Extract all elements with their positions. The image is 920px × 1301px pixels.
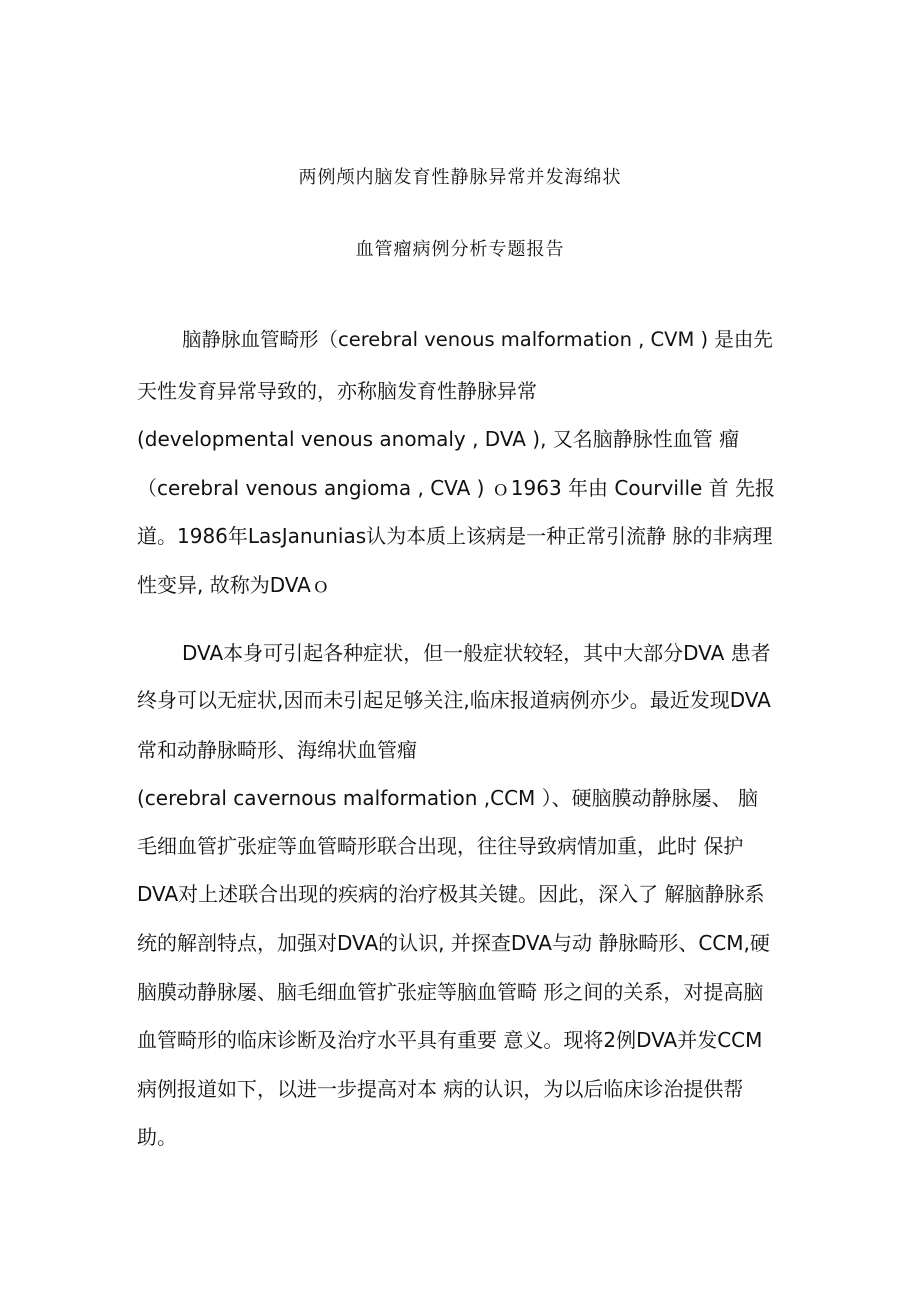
paragraph-2-line: DVA本身可引起各种症状，但一般症状较轻，其中大部分DVA 患者	[182, 641, 771, 665]
paragraph-2-line: 终身可以无症状,因而未引起足够关注,临床报道病例亦少。最近发现DVA	[137, 688, 771, 712]
paragraph-2-line: 病例报道如下，以进一步提高对本 病的认识，为以后临床诊治提供帮	[137, 1077, 744, 1101]
title-line-2: 血管瘤病例分析专题报告	[355, 239, 565, 260]
paragraph-1-line: 天性发育异常导致的，亦称脑发育性静脉异常	[137, 379, 537, 403]
paragraph-1-line: 道。1986年LasJanunias认为本质上该病是一种正常引流静 脉的非病理	[137, 524, 773, 548]
paragraph-2-line: 脑膜动静脉屡、脑毛细血管扩张症等脑血管畸 形之间的关系，对提高脑	[137, 980, 764, 1004]
paragraph-2-line: 统的解剖特点，加强对DVA的认识, 并探查DVA与动 静脉畸形、CCM,硬	[137, 931, 770, 955]
paragraph-2-line: 血管畸形的临床诊断及治疗水平具有重要 意义。现将2例DVA并发CCM	[137, 1028, 763, 1052]
paragraph-2-line: 毛细血管扩张症等血管畸形联合出现，往往导致病情加重，此时 保护	[137, 834, 744, 858]
paragraph-1-line: （cerebral venous angioma , CVA ) ｏ1963 年由 Courville 首 先报	[137, 476, 776, 500]
paragraph-1-line: 脑静脉血管畸形（cerebral venous malformation , CVM ) 是由先	[182, 328, 773, 351]
paragraph-1-line: 性变异, 故称为DVAｏ	[137, 573, 331, 597]
paragraph-2-line: DVA对上述联合出现的疾病的治疗极其关键。因此，深入了 解脑静脉系	[137, 882, 765, 906]
paragraph-2-line: 常和动静脉畸形、海绵状血管瘤	[137, 738, 417, 762]
paragraph-2-line: 助。	[137, 1125, 177, 1149]
title-line-1: 两例颅内脑发育性静脉异常并发海绵状	[298, 167, 622, 188]
paragraph-2-line: (cerebral cavernous malformation ,CCM ）、硬脑膜动静脉屡、 脑	[137, 786, 759, 810]
paragraph-1-line: (developmental venous anomaly , DVA ), 又名脑静脉性血管 瘤	[137, 427, 740, 451]
